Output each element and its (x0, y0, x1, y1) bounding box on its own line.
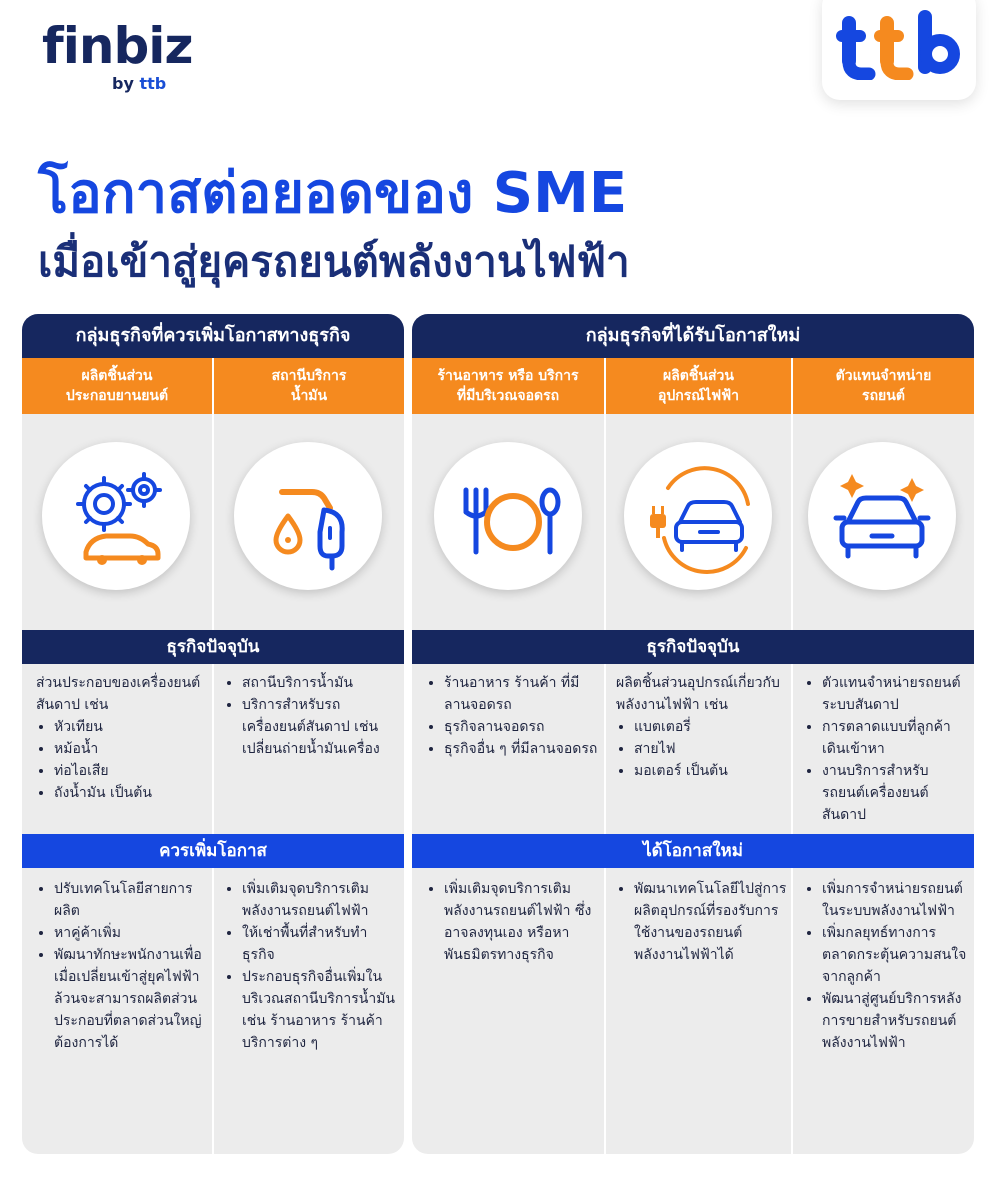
right-group-title: กลุ่มธุรกิจที่ได้รับโอกาสใหม่ (412, 314, 974, 358)
left-current-band: ธุรกิจปัจจุบัน (22, 630, 404, 664)
list-item: • สถานีบริการน้ำมัน (242, 672, 400, 694)
finbiz-wordmark: finbiz (42, 17, 193, 75)
list-item: • ร้านอาหาร ร้านค้า ที่มีลานจอดรถ (444, 672, 602, 716)
auto-parts-current (36, 672, 208, 804)
list-item: • ท่อไอเสีย (54, 760, 208, 782)
list-item: • พัฒนาทักษะพนักงานเพื่อเมื่อเปลี่ยนเข้าสู่ยุคไฟฟ้าล้วนจะสามารถผลิตส่วนประกอบที่ตลาดส่วนใหญ่ต้องการได้ (54, 944, 210, 1054)
category-restaurant (412, 358, 604, 414)
fuel-station-opportunity (224, 878, 400, 1054)
list-item: • หัวเทียน (54, 716, 208, 738)
list-item: • การตลาดแบบที่ลูกค้าเดินเข้าหา (822, 716, 970, 760)
left-opportunity-band: ควรเพิ่มโอกาส (22, 834, 404, 868)
opportunity-list (804, 878, 970, 1054)
by-text: by (112, 74, 134, 93)
list-item: • เพิ่มการจำหน่ายรถยนต์ในระบบพลังงานไฟฟ้า (822, 878, 970, 922)
restaurant-current (426, 672, 602, 760)
list-item: • เพิ่มกลยุทธ์ทางการตลาดกระตุ้นความสนใจจากลูกค้า (822, 922, 970, 988)
category-fuel-station (214, 358, 404, 414)
category-label: สถานีบริการ น้ำมัน (271, 368, 347, 404)
opportunity-list (426, 878, 602, 966)
car-dealer-opportunity (804, 878, 970, 1054)
current-intro: ผลิตชิ้นส่วนอุปกรณ์เกี่ยวกับพลังงานไฟฟ้า เช่น (616, 675, 780, 713)
car-dealer-current (804, 672, 970, 826)
list-item: • ให้เช่าพื้นที่สำหรับทำธุรกิจ (242, 922, 400, 966)
right-current-band: ธุรกิจปัจจุบัน (412, 630, 974, 664)
right-opportunity-band: ได้โอกาสใหม่ (412, 834, 974, 868)
page-subtitle: เมื่อเข้าสู่ยุครถยนต์พลังงานไฟฟ้า (38, 237, 630, 286)
restaurant-opportunity (426, 878, 602, 966)
fuel-station-current (224, 672, 400, 760)
finbiz-logo (42, 17, 193, 93)
list-item: • บริการสำหรับรถเครื่องยนต์สันดาป เช่น เปลี่ยนถ่ายน้ำมันเครื่อง (242, 694, 400, 760)
category-auto-parts (22, 358, 212, 414)
column-divider (212, 358, 214, 1154)
list-item: • ปรับเทคโนโลยีสายการผลิต (54, 878, 210, 922)
list-item: • หาคู่ค้าเพิ่ม (54, 922, 210, 944)
category-car-dealer (793, 358, 974, 414)
current-intro: ส่วนประกอบของเครื่องยนต์สันดาป เช่น (36, 675, 201, 713)
category-electrical-parts (606, 358, 791, 414)
column-divider (604, 358, 606, 1154)
current-list (36, 716, 208, 804)
left-group-title: กลุ่มธุรกิจที่ควรเพิ่มโอกาสทางธุรกิจ (22, 314, 404, 358)
right-group-panel (412, 314, 974, 1154)
opportunity-list (224, 878, 400, 1054)
gears-car-icon (42, 442, 190, 590)
electrical-parts-current (616, 672, 788, 782)
auto-parts-opportunity (36, 878, 210, 1054)
list-item: • ธุรกิจอื่น ๆ ที่มีลานจอดรถ (444, 738, 602, 760)
opportunity-list (36, 878, 210, 1054)
ev-plug-car-icon (624, 442, 772, 590)
list-item: • ธุรกิจลานจอดรถ (444, 716, 602, 738)
column-divider (791, 358, 793, 1154)
current-list (426, 672, 602, 760)
list-item: • พัฒนาเทคโนโลยีไปสู่การผลิตอุปกรณ์ที่รองรับการใช้งานของรถยนต์พลังงานไฟฟ้าได้ (634, 878, 788, 966)
list-item: • สายไฟ (634, 738, 788, 760)
sparkle-car-icon (808, 442, 956, 590)
list-item: • เพิ่มเติมจุดบริการเติมพลังงานรถยนต์ไฟฟ้า (242, 878, 400, 922)
current-list (224, 672, 400, 760)
fuel-nozzle-icon (234, 442, 382, 590)
current-list (804, 672, 970, 826)
list-item: • ตัวแทนจำหน่ายรถยนต์ระบบสันดาป (822, 672, 970, 716)
list-item: • ถังน้ำมัน เป็นต้น (54, 782, 208, 804)
list-item: • หม้อน้ำ (54, 738, 208, 760)
electrical-parts-opportunity (616, 878, 788, 966)
list-item: • เพิ่มเติมจุดบริการเติมพลังงานรถยนต์ไฟฟ้า ซึ่งอาจลงทุนเอง หรือหาพันธมิตรทางธุรกิจ (444, 878, 602, 966)
ttb-logo-icon (836, 10, 962, 80)
list-item: • พัฒนาสู่ศูนย์บริการหลังการขายสำหรับรถยนต์พลังงานไฟฟ้า (822, 988, 970, 1054)
ttb-logo-card (822, 0, 976, 100)
category-label: ร้านอาหาร หรือ บริการ ที่มีบริเวณจอดรถ (437, 368, 579, 404)
left-group-panel (22, 314, 404, 1154)
current-list (616, 716, 788, 782)
list-item: • ประกอบธุรกิจอื่นเพิ่มในบริเวณสถานีบริการน้ำมัน เช่น ร้านอาหาร ร้านค้า บริการต่าง ๆ (242, 966, 400, 1054)
ttb-small-text: ttb (139, 74, 167, 93)
category-label: ผลิตชิ้นส่วน อุปกรณ์ไฟฟ้า (657, 368, 739, 404)
list-item: • มอเตอร์ เป็นต้น (634, 760, 788, 782)
opportunity-list (616, 878, 788, 966)
list-item: • แบตเตอรี่ (634, 716, 788, 738)
list-item: • งานบริการสำหรับรถยนต์เครื่องยนต์สันดาป (822, 760, 970, 826)
page-title: โอกาสต่อยอดของ SME (38, 161, 628, 226)
fork-plate-spoon-icon (434, 442, 582, 590)
category-label: ผลิตชิ้นส่วน ประกอบยานยนต์ (65, 368, 169, 404)
finbiz-by-ttb (112, 74, 166, 93)
category-label: ตัวแทนจำหน่าย รถยนต์ (835, 368, 932, 404)
